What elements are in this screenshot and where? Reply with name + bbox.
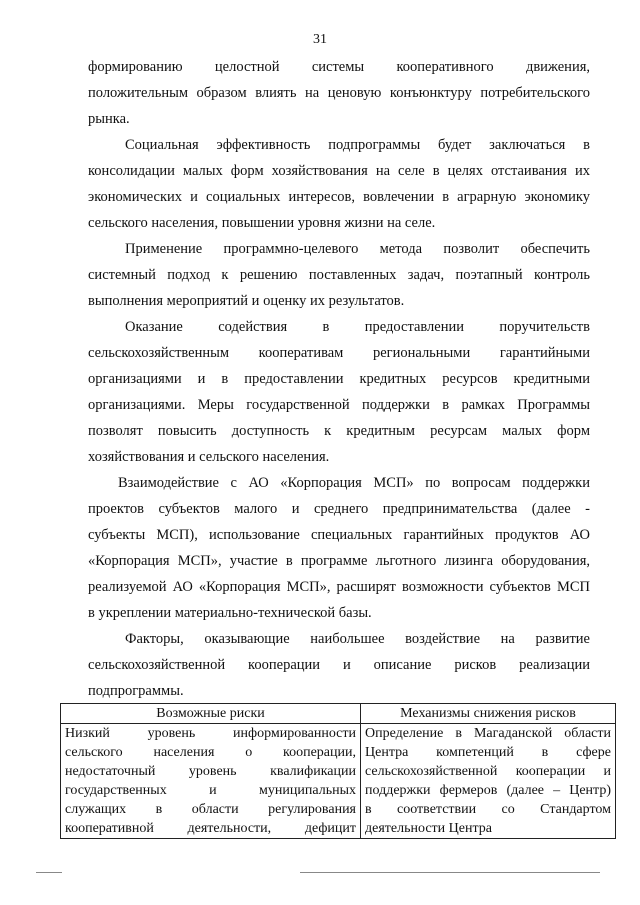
text-line: субъекты МСП), использование специальных гарантийных продуктов АО [88, 527, 590, 543]
table-header-row [61, 704, 616, 724]
cell-line: Низкий уровень информированности [65, 726, 356, 741]
text-line: Оказание содействия в предоставлении поручительств [125, 319, 590, 335]
text-line: Социальная эффективность подпрограммы будет заключаться в [125, 137, 590, 153]
cell-line: кооперативной деятельности, дефицит [65, 821, 356, 836]
text-line: Взаимодействие с АО «Корпорация МСП» по вопросам поддержки [118, 475, 590, 491]
page-edge-rule [300, 872, 600, 873]
text-line: выполнения мероприятий и оценку их результатов. [88, 293, 405, 309]
text-line: проектов субъектов малого и среднего предпринимательства (далее - [88, 501, 590, 517]
risks-cell [61, 724, 361, 839]
text-line: формированию целостной системы кооперативного движения, [88, 59, 590, 75]
cell-line: сельского населения о кооперации, [65, 745, 356, 760]
column-header-risks: Возможные риски [61, 704, 361, 724]
text-line: сельскохозяйственным кооперативам региональными гарантийными [88, 345, 590, 361]
text-line: Применение программно-целевого метода позволит обеспечить [125, 241, 590, 257]
text-line: организациями. Меры государственной поддержки в рамках Программы [88, 397, 590, 413]
cell-line: Центра компетенций в сфере [365, 745, 611, 760]
text-line: «Корпорация МСП», участие в программе льготного лизинга оборудования, [88, 553, 590, 569]
risks-table [60, 703, 616, 839]
text-line: реализуемой АО «Корпорация МСП», расширят возможности субъектов МСП [88, 579, 590, 595]
mechanisms-cell [361, 724, 616, 839]
text-line: положительным образом влиять на ценовую конъюнктуру потребительского [88, 85, 590, 101]
page-number: 31 [313, 32, 327, 47]
column-header-mechanisms: Механизмы снижения рисков [361, 704, 616, 724]
cell-line: сельскохозяйственной кооперации и [365, 764, 611, 779]
text-line: сельского населения, повышении уровня жизни на селе. [88, 215, 436, 231]
cell-line: служащих в области регулирования [65, 802, 356, 817]
cell-line: государственных и муниципальных [65, 783, 356, 798]
cell-line: недостаточный уровень квалификации [65, 764, 356, 779]
text-line: рынка. [88, 111, 130, 127]
text-line: экономических и социальных интересов, вовлечении в аграрную экономику [88, 189, 590, 205]
text-line: сельскохозяйственной кооперации и описание рисков реализации [88, 657, 590, 673]
cell-line: в соответствии со Стандартом [365, 802, 611, 817]
text-line: хозяйствования и сельского населения. [88, 449, 330, 465]
text-line: подпрограммы. [88, 683, 184, 699]
page-edge-rule [36, 872, 62, 873]
table-row [61, 724, 616, 839]
text-line: организациями и в предоставлении кредитных ресурсов кредитными [88, 371, 590, 387]
cell-line: поддержки фермеров (далее – Центр) [365, 783, 611, 798]
text-line: в укреплении материально-технической базы. [88, 605, 372, 621]
cell-line: деятельности Центра [365, 821, 492, 836]
cell-line: Определение в Магаданской области [365, 726, 611, 741]
text-line: Факторы, оказывающие наибольшее воздействие на развитие [125, 631, 590, 647]
text-line: позволят повысить доступность к кредитным ресурсам малых форм [88, 423, 590, 439]
text-line: системный подход к решению поставленных задач, поэтапный контроль [88, 267, 590, 283]
text-line: консолидации малых форм хозяйствования на селе в целях отстаивания их [88, 163, 590, 179]
